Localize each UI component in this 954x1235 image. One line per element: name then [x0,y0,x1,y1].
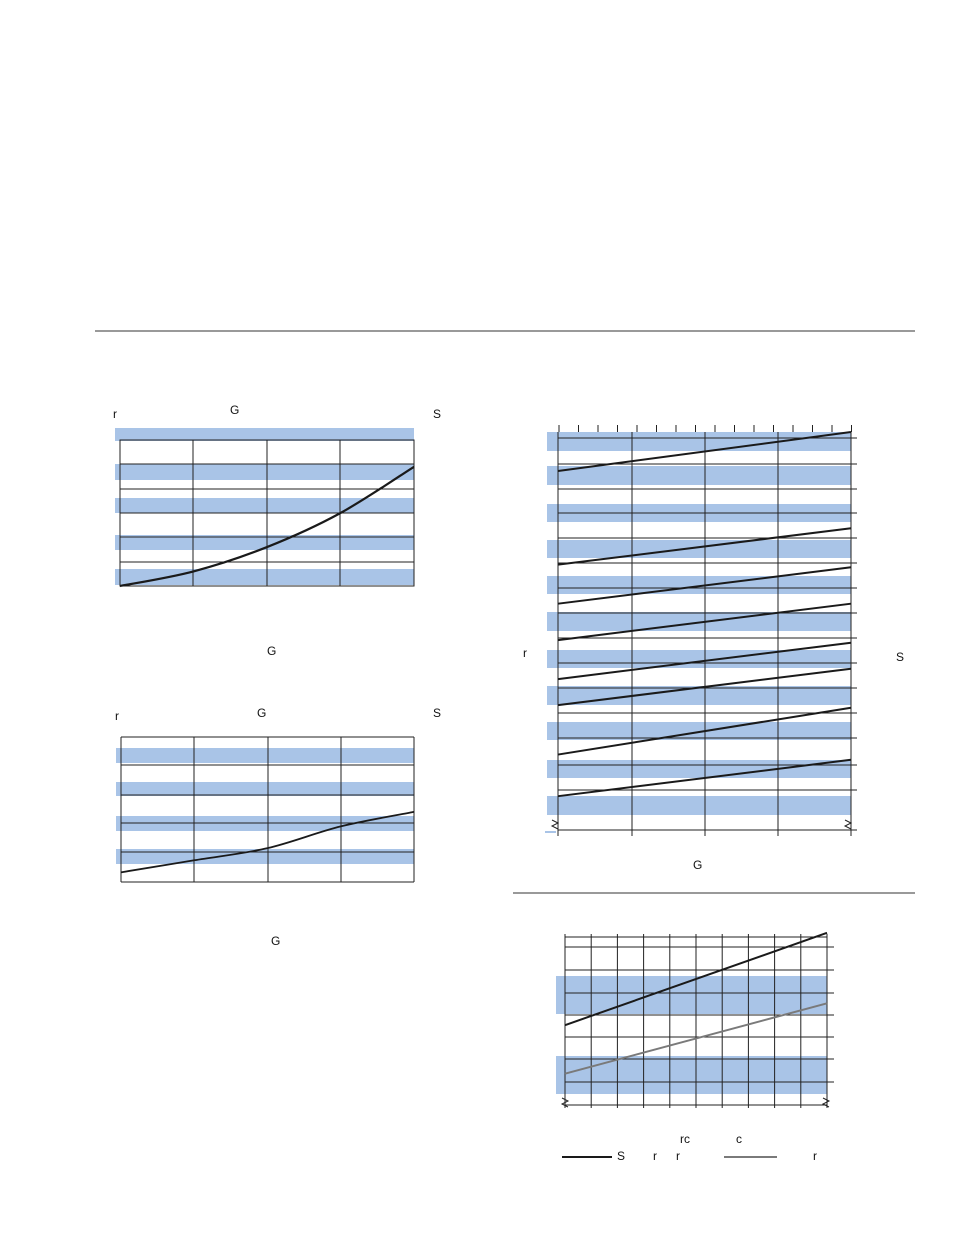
chart2-top-center-label: G [257,706,267,720]
chart3-band-2 [547,466,851,485]
chart1-band-3 [115,498,414,513]
chart2-band-1 [116,748,414,763]
chart4-band-2 [556,1056,827,1094]
chart1-bottom-label: G [267,644,277,658]
chart4-bands [556,976,827,1094]
chart3-left-label: r [523,646,527,660]
chart1-top-left-label: r [113,407,117,421]
chart4-legend-top-right: c [736,1132,742,1146]
chart2-top-left-label: r [115,709,119,723]
chart3-right-label: S [896,650,905,664]
chart4-grid [565,934,834,1108]
chart4 [556,933,834,1163]
chart4-legend-item2: r [813,1149,817,1163]
chart3-band-11 [547,796,851,815]
chart4-legend-item1-part2: r [653,1149,657,1163]
chart1-top-right-label: S [433,407,442,421]
chart3-band-5 [547,576,851,594]
chart3 [523,425,904,872]
chart1-band-1 [115,428,414,441]
chart4-legend-item1-part1: S [617,1149,626,1163]
chart1-top-center-label: G [230,403,240,417]
chart1-band-5 [115,569,414,585]
chart3-bottom-label: G [693,858,703,872]
chart2-band-4 [116,849,414,864]
chart1-bands [115,428,414,585]
chart2-top-right-label: S [433,706,442,720]
chart2-bottom-label: G [271,934,281,948]
chart1-band-2 [115,464,414,480]
chart2-band-2 [116,782,414,796]
chart3-band-10 [547,760,851,778]
chart3-band-6 [547,612,851,631]
chart3-band-7 [547,650,851,668]
chart4-legend-item1-part3: r [676,1149,680,1163]
chart1-grid [120,440,414,586]
chart1 [113,403,441,658]
chart4-band-1 [556,976,827,1014]
chart3-band-9 [547,722,851,740]
chart3-band-4 [547,540,851,558]
chart4-legend-top-left: rc [680,1132,690,1146]
chart3-band-8 [547,686,851,705]
chart2 [115,706,441,948]
chart3-band-1 [547,432,851,451]
